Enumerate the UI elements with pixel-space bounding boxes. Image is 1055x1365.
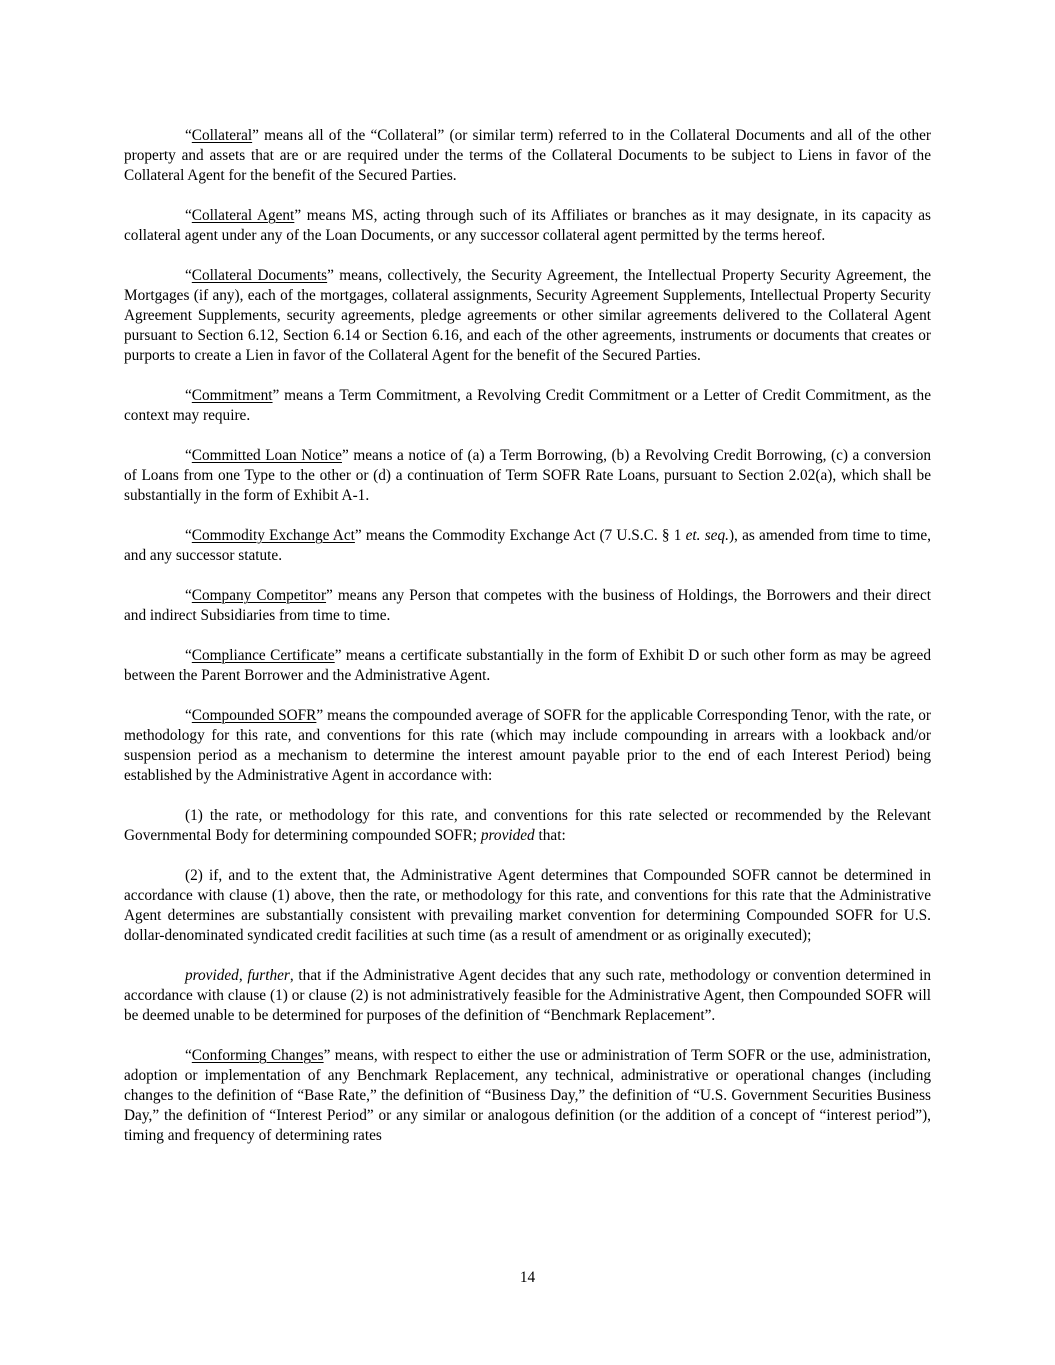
definition-text: ” means a notice of (a) a Term Borrowing, (b) a Revolving Credit Borrowing, (c) a conversion of Loans from one Type to the other or (d) a continuation of Term SOFR Rate Loans, pursuant to Section 2.02(a), which shall be substantially in the form of Exhibit A-1. [124,447,931,504]
defined-term: Collateral Agent [191,207,295,224]
definition-company-competitor [124,586,931,626]
compounded-sofr-clause-2 [124,866,931,946]
definition-conforming-changes [124,1046,931,1146]
open-quote: “ [185,207,192,224]
open-quote: “ [185,707,192,724]
page-number: 14 [519,1269,536,1286]
open-quote: “ [185,447,192,464]
definition-text-continued: ), as amended from time to time, and any successor statute. [124,527,931,564]
definition-commodity-exchange-act [124,526,931,566]
open-quote: “ [185,1047,192,1064]
definition-compliance-certificate [124,646,931,686]
clause-text: (1) the rate, or methodology for this rate, and conventions for this rate selected or recommended by the Relevant Governmental Body for determining compounded SOFR; [124,807,931,844]
defined-term: Company Competitor [191,587,327,604]
definition-collateral-documents [124,266,931,366]
definition-text: ” means a certificate substantially in the form of Exhibit D or such other form as may be agreed between the Parent Borrower and the Administrative Agent. [124,647,931,684]
defined-term: Conforming Changes [191,1047,324,1064]
defined-term: Compliance Certificate [191,647,335,664]
definition-text: ” means, collectively, the Security Agreement, the Intellectual Property Security Agreement, the Mortgages (if any), each of the mortgages, collateral assignments, Security Agreement Supplements, Intellectual Property Security Agreement Supplements, security agreements, pledge agreements or other similar agreements delivered to the Collateral Agent pursuant to Section 6.12, Section 6.14 or Section 6.16, and each of the other agreements, instruments or documents that creates or purports to create a Lien in favor of the Collateral Agent for the benefit of the Secured Parties. [124,267,932,364]
definition-committed-loan-notice [124,446,931,506]
definition-collateral-agent [124,206,931,246]
definition-text: ” means, with respect to either the use or administration of Term SOFR or the use, administration, adoption or implementation of any Benchmark Replacement, any technical, administrative or operational changes (including changes to the definition of “Base Rate,” the definition of “Business Day,” the definition of “U.S. Government Securities Business Day,” the definition of “Interest Period” or any similar or analogous definition (or the addition of a concept of “interest period”), timing and frequency of determining rates [124,1047,931,1144]
definition-text: ” means the compounded average of SOFR for the applicable Corresponding Tenor, with the rate, or methodology for this rate, and conventions for this rate (which may include compounding in arrears with a lookback and/or suspension period as a mechanism to determine the interest amount payable prior to the end of each Interest Period) being established by the Administrative Agent in accordance with: [124,707,931,784]
open-quote: “ [185,647,192,664]
definition-collateral [124,126,931,186]
definition-compounded-sofr [124,706,931,786]
italic-text: et. seq. [685,527,729,544]
definition-text: ” means all of the “Collateral” (or similar term) referred to in the Collateral Documents and all of the other property and assets that are or are required under the terms of the Collateral Documents to be subject to Liens in favor of the Collateral Agent for the benefit of the Secured Parties. [124,127,931,184]
italic-further: further [247,967,290,984]
open-quote: “ [185,387,192,404]
defined-term: Collateral [191,127,253,144]
open-quote: “ [185,527,192,544]
open-quote: “ [185,267,192,284]
proviso-text: , that if the Administrative Agent decides that any such rate, methodology or convention determined in accordance with clause (1) or clause (2) is not administratively feasible for the Administrative Agent, then Compounded SOFR will be deemed unable to be determined for purposes of the definition of “Benchmark Replacement”. [124,967,931,1024]
defined-term: Commodity Exchange Act [191,527,355,544]
defined-term: Committed Loan Notice [191,447,342,464]
compounded-sofr-proviso [124,966,931,1026]
document-page [124,126,931,1146]
italic-provided: provided [185,967,239,984]
italic-text: provided [480,827,535,844]
clause-text: (2) if, and to the extent that, the Administrative Agent determines that Compounded SOFR cannot be determined in accordance with clause (1) above, then the rate, or methodology for this rate, and conventions for this rate that the Administrative Agent determines are substantially consistent with prevailing market convention for determining Compounded SOFR for U.S. dollar-denominated syndicated credit facilities at such time (as a result of amendment or as originally executed); [124,867,931,944]
separator: , [238,967,248,984]
definition-text: ” means any Person that competes with the business of Holdings, the Borrowers and their direct and indirect Subsidiaries from time to time. [124,587,932,624]
definition-text: ” means a Term Commitment, a Revolving Credit Commitment or a Letter of Credit Commitment, as the context may require. [124,387,931,424]
open-quote: “ [185,127,192,144]
definition-text: ” means the Commodity Exchange Act (7 U.S.C. § 1 [354,527,686,544]
definition-text: ” means MS, acting through such of its Affiliates or branches as it may designate, in its capacity as collateral agent under any of the Loan Documents, or any successor collateral agent permitted by the terms hereof. [124,207,931,244]
definition-commitment [124,386,931,426]
defined-term: Compounded SOFR [191,707,317,724]
defined-term: Commitment [191,387,273,404]
open-quote: “ [185,587,192,604]
clause-text-continued: that: [534,827,566,844]
compounded-sofr-clause-1 [124,806,931,846]
defined-term: Collateral Documents [191,267,328,284]
